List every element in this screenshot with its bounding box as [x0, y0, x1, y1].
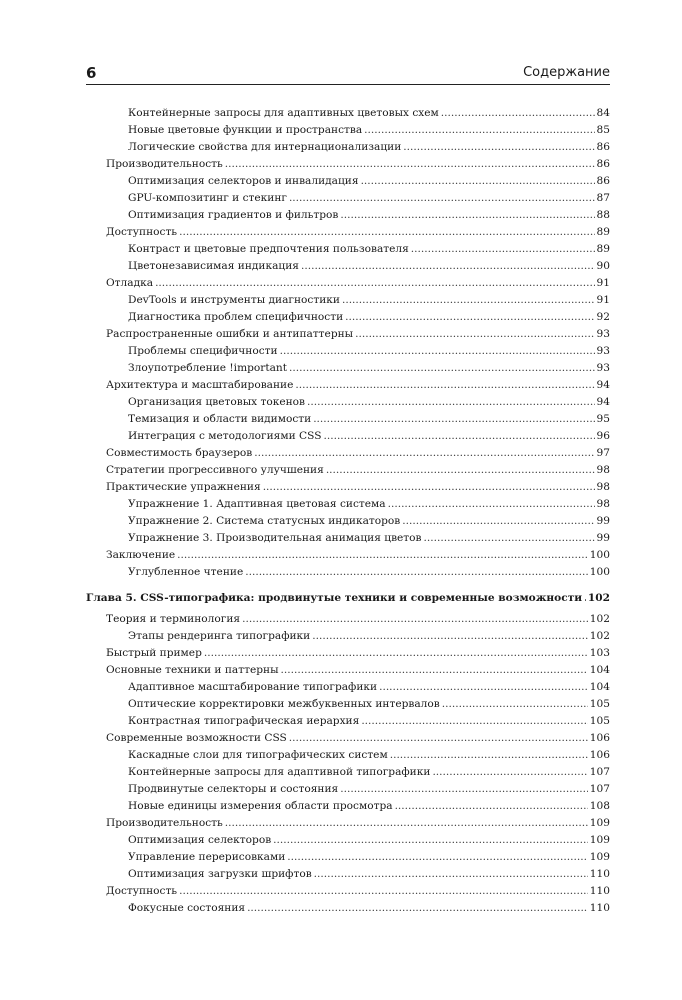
toc-entry-page: 105 — [589, 715, 610, 727]
toc-entry-page: 102 — [589, 630, 610, 642]
toc-entry-page: 97 — [596, 447, 610, 459]
dot-leader — [273, 832, 588, 849]
toc-entry[interactable] — [86, 696, 610, 713]
toc-entry-title: Интеграция с методологиями CSS — [128, 430, 322, 442]
dot-leader — [204, 645, 588, 662]
dot-leader — [379, 679, 588, 696]
dot-leader — [225, 815, 588, 832]
toc-entry-title: Оптические корректировки межбуквенных интервалов — [128, 698, 440, 710]
dot-leader — [361, 173, 595, 190]
dot-leader — [301, 258, 595, 275]
toc-entry[interactable] — [86, 564, 610, 581]
dot-leader — [584, 585, 586, 611]
dot-leader — [403, 139, 594, 156]
toc-entry[interactable] — [86, 662, 610, 679]
toc-entry-title: Совместимость браузеров — [106, 447, 253, 459]
toc-entry[interactable] — [86, 747, 610, 764]
toc-entry-page: 109 — [589, 851, 610, 863]
toc-entry-page: 107 — [589, 766, 610, 778]
toc-entry-title: Диагностика проблем специфичности — [128, 311, 344, 323]
toc-entry[interactable] — [86, 645, 610, 662]
dot-leader — [390, 747, 588, 764]
dot-leader — [179, 883, 588, 900]
dot-leader — [364, 122, 594, 139]
toc-entry-page: 90 — [596, 260, 610, 272]
toc-entry-title: Современные возможности CSS — [106, 732, 287, 744]
toc-entry-page: 99 — [596, 515, 610, 527]
toc-entry-page: 104 — [589, 681, 610, 693]
toc-entry-page: 106 — [589, 732, 610, 744]
toc-entry-page: 94 — [596, 396, 610, 408]
toc-entry[interactable] — [86, 275, 610, 292]
dot-leader — [295, 377, 594, 394]
toc-entry[interactable] — [86, 360, 610, 377]
toc-entry[interactable] — [86, 547, 610, 564]
toc-entry[interactable] — [86, 190, 610, 207]
dot-leader — [314, 866, 588, 883]
toc-entry[interactable] — [86, 462, 610, 479]
toc-entry-page: 108 — [589, 800, 610, 812]
toc-entry-page: 86 — [596, 141, 610, 153]
dot-leader — [340, 207, 594, 224]
toc-entry[interactable] — [86, 139, 610, 156]
running-title: Содержание — [523, 65, 610, 80]
toc-entry-title: DevTools и инструменты диагностики — [128, 294, 340, 306]
dot-leader — [402, 513, 594, 530]
toc-entry[interactable] — [86, 764, 610, 781]
toc-entry-page: 93 — [596, 345, 610, 357]
dot-leader — [411, 241, 595, 258]
toc-entry[interactable] — [86, 343, 610, 360]
toc-entry-page: 93 — [596, 362, 610, 374]
dot-leader — [395, 798, 588, 815]
toc-entry[interactable] — [86, 479, 610, 496]
dot-leader — [432, 764, 587, 781]
toc-entry[interactable] — [86, 798, 610, 815]
toc-entry-page: 98 — [596, 464, 610, 476]
toc-entry-page: 105 — [589, 698, 610, 710]
toc-entry-title: Оптимизация селекторов и инвалидация — [128, 175, 359, 187]
toc-entry-page: 96 — [596, 430, 610, 442]
toc-entry[interactable] — [86, 292, 610, 309]
toc-entry-title: Контраст и цветовые предпочтения пользователя — [128, 243, 409, 255]
toc-entry-page: 103 — [589, 647, 610, 659]
toc-entry[interactable] — [86, 883, 610, 900]
toc-entry-page: 107 — [589, 783, 610, 795]
toc-entry-title: Упражнение 2. Система статусных индикаторов — [128, 515, 401, 527]
toc-entry-page: 99 — [596, 532, 610, 544]
toc-entry[interactable] — [86, 832, 610, 849]
toc-entry-title: Контейнерные запросы для адаптивной типографики — [128, 766, 431, 778]
toc-entry-page: 110 — [589, 868, 610, 880]
toc-entry-page: 106 — [589, 749, 610, 761]
toc-entry-title: Каскадные слои для типографических систем — [128, 749, 388, 761]
toc-entry[interactable] — [86, 866, 610, 883]
toc-entry-title: Злоупотребление !important — [128, 362, 287, 374]
toc-entry-title: Доступность — [106, 226, 178, 238]
toc-entry-page: 84 — [596, 107, 610, 119]
dot-leader — [326, 462, 595, 479]
toc-entry-title: Доступность — [106, 885, 178, 897]
toc-entry-page: 89 — [596, 226, 610, 238]
toc-entry[interactable] — [86, 713, 610, 730]
toc-entry-title: GPU-композитинг и стекинг — [128, 192, 287, 204]
toc-entry[interactable] — [86, 628, 610, 645]
dot-leader — [155, 275, 594, 292]
dot-leader — [323, 428, 594, 445]
toc-entry-page: 91 — [596, 294, 610, 306]
toc-entry[interactable] — [86, 445, 610, 462]
toc-entry-page: 89 — [596, 243, 610, 255]
toc-entry[interactable] — [86, 815, 610, 832]
toc-entry-page: 87 — [596, 192, 610, 204]
toc-entry-page: 86 — [596, 158, 610, 170]
dot-leader — [225, 156, 595, 173]
dot-leader — [340, 781, 588, 798]
page-header — [86, 64, 610, 84]
dot-leader — [177, 547, 588, 564]
toc-entry-page: 93 — [596, 328, 610, 340]
toc-entry-title: Темизация и области видимости — [128, 413, 312, 425]
toc-entry[interactable] — [86, 105, 610, 122]
toc-entry-page: 86 — [596, 175, 610, 187]
dot-leader — [388, 496, 595, 513]
dot-leader — [345, 309, 594, 326]
toc-entry-title: Оптимизация селекторов — [128, 834, 272, 846]
dot-leader — [441, 105, 595, 122]
toc-entry-page: 91 — [596, 277, 610, 289]
toc-entry-title: Контрастная типографическая иерархия — [128, 715, 360, 727]
toc-entry-title: Производительность — [106, 158, 223, 170]
toc-entry-page: 109 — [589, 817, 610, 829]
toc-entry-title: Цветонезависимая индикация — [128, 260, 299, 272]
dot-leader — [342, 292, 595, 309]
toc-entry-page: 98 — [596, 498, 610, 510]
dot-leader — [245, 564, 588, 581]
toc-entry-page: 92 — [596, 311, 610, 323]
toc-entry-page: 102 — [587, 592, 610, 604]
toc-entry[interactable] — [86, 730, 610, 747]
toc-entry[interactable] — [86, 377, 610, 394]
toc-entry[interactable] — [86, 496, 610, 513]
toc-entry[interactable] — [86, 394, 610, 411]
toc-entry-title: Отладка — [106, 277, 154, 289]
toc-entry-title: Продвинутые селекторы и состояния — [128, 783, 339, 795]
toc-entry[interactable] — [86, 258, 610, 275]
toc-entry-title: Новые цветовые функции и пространства — [128, 124, 363, 136]
dot-leader — [287, 849, 587, 866]
toc-entry-page: 85 — [596, 124, 610, 136]
dot-leader — [361, 713, 587, 730]
dot-leader — [442, 696, 588, 713]
toc-entry-title: Основные техники и паттерны — [106, 664, 279, 676]
dot-leader — [247, 900, 588, 917]
toc-entry[interactable] — [86, 513, 610, 530]
toc-entry[interactable] — [86, 122, 610, 139]
dot-leader — [179, 224, 594, 241]
toc-entry[interactable] — [86, 207, 610, 224]
toc-entry-title: Практические упражнения — [106, 481, 261, 493]
dot-leader — [254, 445, 594, 462]
toc-entry[interactable] — [86, 224, 610, 241]
table-of-contents — [86, 105, 610, 917]
toc-entry-title: Углубленное чтение — [128, 566, 244, 578]
toc-entry-title: Этапы рендеринга типографики — [128, 630, 311, 642]
toc-entry-title: Оптимизация градиентов и фильтров — [128, 209, 339, 221]
toc-entry[interactable] — [86, 173, 610, 190]
toc-entry-title: Проблемы специфичности — [128, 345, 278, 357]
toc-entry-title: Оптимизация загрузки шрифтов — [128, 868, 312, 880]
toc-entry[interactable] — [86, 326, 610, 343]
dot-leader — [313, 411, 594, 428]
toc-entry[interactable] — [86, 156, 610, 173]
toc-entry-title: Управление перерисовками — [128, 851, 286, 863]
header-rule — [86, 84, 610, 85]
toc-entry-title: Адаптивное масштабирование типографики — [128, 681, 378, 693]
toc-entry-page: 109 — [589, 834, 610, 846]
toc-entry[interactable] — [86, 781, 610, 798]
toc-entry-title: Новые единицы измерения области просмотра — [128, 800, 393, 812]
toc-entry-title: Архитектура и масштабирование — [106, 379, 294, 391]
toc-entry[interactable] — [86, 849, 610, 866]
dot-leader — [289, 360, 595, 377]
dot-leader — [281, 662, 588, 679]
toc-entry-title: Заключение — [106, 549, 176, 561]
toc-entry-page: 95 — [596, 413, 610, 425]
toc-entry-page: 100 — [589, 566, 610, 578]
toc-chapter-entry[interactable] — [86, 581, 610, 611]
toc-entry-title: Распространенные ошибки и антипаттерны — [106, 328, 354, 340]
toc-entry-title: Быстрый пример — [106, 647, 202, 659]
dot-leader — [307, 394, 594, 411]
toc-entry[interactable] — [86, 530, 610, 547]
toc-entry-title: Контейнерные запросы для адаптивных цветовых схем — [128, 107, 439, 119]
dot-leader — [242, 611, 588, 628]
dot-leader — [424, 530, 595, 547]
toc-entry[interactable] — [86, 241, 610, 258]
toc-entry[interactable] — [86, 900, 610, 917]
dot-leader — [280, 343, 595, 360]
toc-entry-title: Стратегии прогрессивного улучшения — [106, 464, 324, 476]
toc-entry-page: 102 — [589, 613, 610, 625]
toc-entry[interactable] — [86, 309, 610, 326]
toc-entry[interactable] — [86, 679, 610, 696]
toc-entry[interactable] — [86, 611, 610, 628]
toc-entry-title: Теория и терминология — [106, 613, 241, 625]
toc-entry[interactable] — [86, 428, 610, 445]
toc-entry-title: Фокусные состояния — [128, 902, 246, 914]
dot-leader — [289, 190, 595, 207]
toc-entry-title: Глава 5. CSS-типографика: продвинутые техники и современные возможности — [86, 592, 583, 604]
page-number: 6 — [86, 64, 97, 82]
toc-entry-title: Производительность — [106, 817, 223, 829]
toc-entry-page: 110 — [589, 902, 610, 914]
dot-leader — [289, 730, 588, 747]
toc-entry-page: 94 — [596, 379, 610, 391]
dot-leader — [312, 628, 588, 645]
toc-entry-title: Упражнение 3. Производительная анимация цветов — [128, 532, 422, 544]
dot-leader — [263, 479, 595, 496]
toc-entry-page: 88 — [596, 209, 610, 221]
dot-leader — [355, 326, 594, 343]
toc-entry-page: 110 — [589, 885, 610, 897]
toc-entry-title: Упражнение 1. Адаптивная цветовая система — [128, 498, 386, 510]
toc-entry-page: 104 — [589, 664, 610, 676]
toc-entry-title: Организация цветовых токенов — [128, 396, 306, 408]
toc-entry-page: 100 — [589, 549, 610, 561]
toc-entry-page: 98 — [596, 481, 610, 493]
toc-entry-title: Логические свойства для интернационализации — [128, 141, 402, 153]
toc-entry[interactable] — [86, 411, 610, 428]
